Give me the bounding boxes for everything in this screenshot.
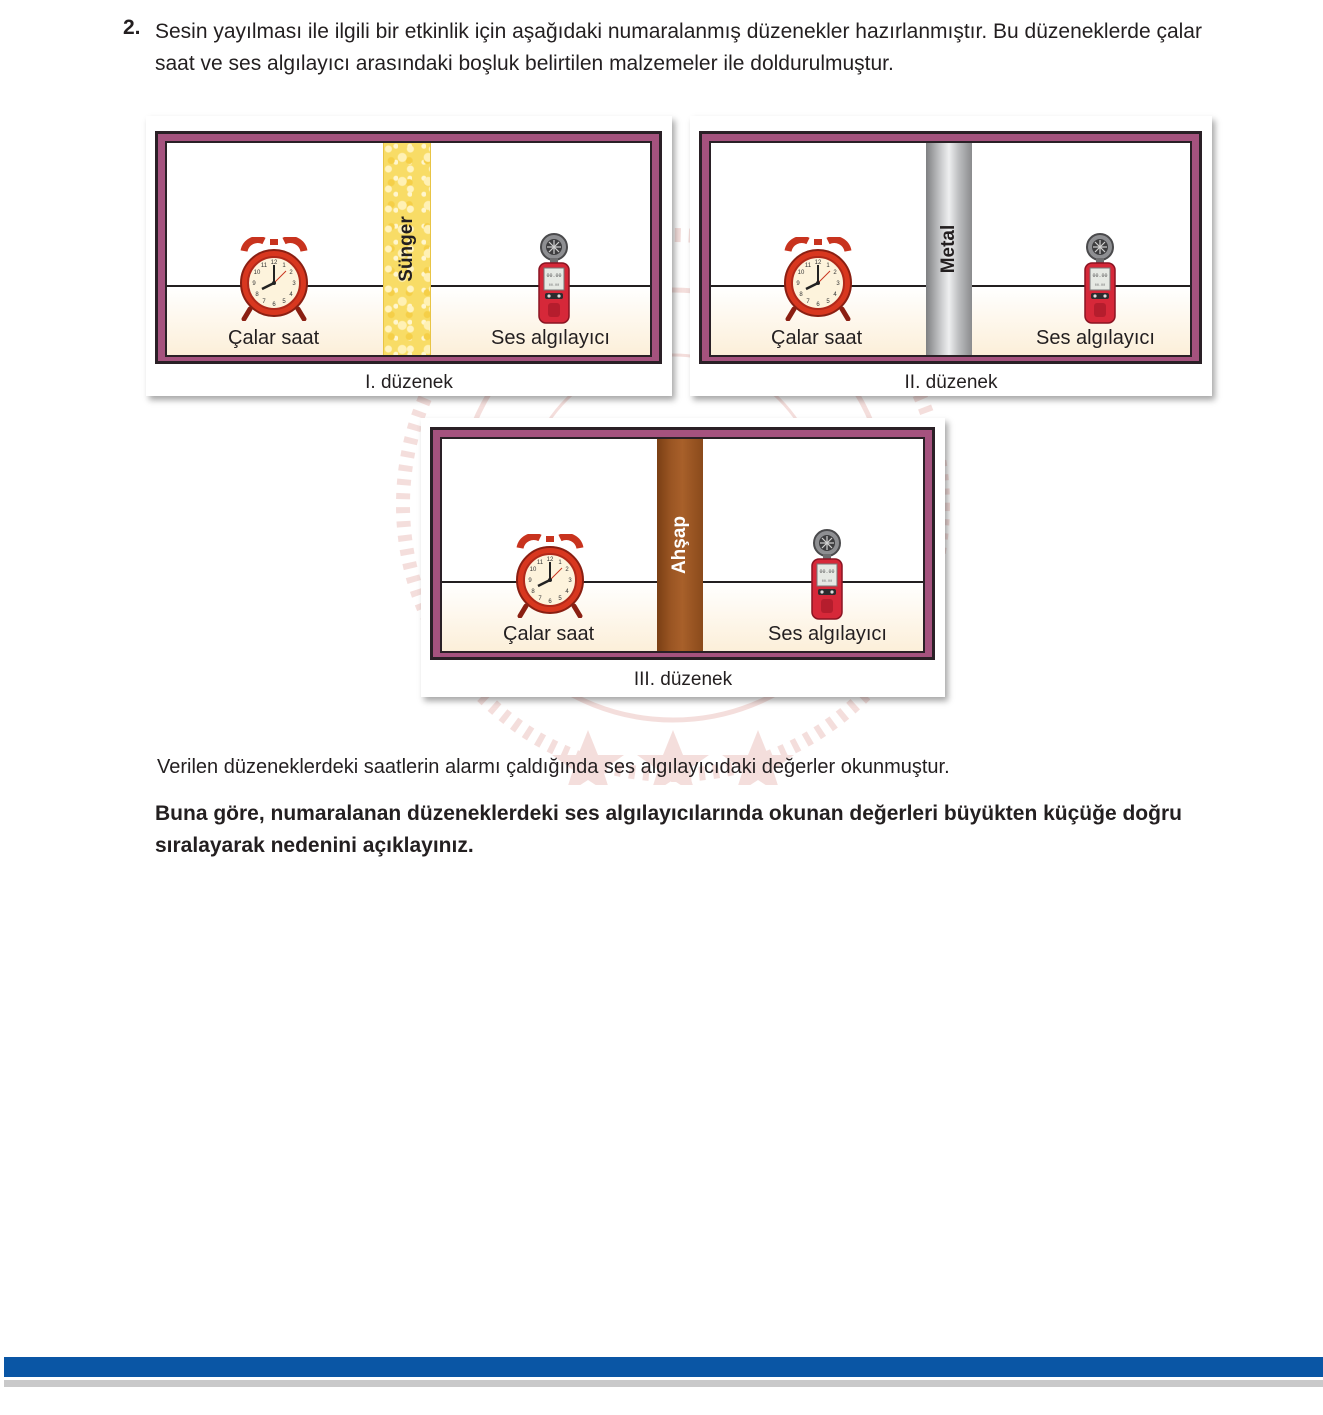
footer-bar xyxy=(4,1357,1323,1377)
setup-frame xyxy=(430,427,935,660)
sound-meter-icon xyxy=(534,233,574,325)
material-wood xyxy=(657,439,703,651)
material-metal xyxy=(926,143,972,355)
alarm-clock-icon xyxy=(514,534,586,618)
sensor-label: Ses algılayıcı xyxy=(491,327,610,349)
material-label: Ahşap xyxy=(669,515,690,575)
setup-frame xyxy=(699,131,1202,364)
question-text: Sesin yayılması ile ilgili bir etkinlik için aşağıdaki numaralanmış düzenekler hazırlanmıştır. Bu düzeneklerde çalar saat ve ses algılayıcı arasındaki boşluk belirtilen malzemeler ile doldurulmuştur. xyxy=(155,20,1202,75)
setup-caption: III. düzenek xyxy=(633,669,733,690)
setup-panel-1 xyxy=(146,116,672,396)
alarm-clock-icon xyxy=(782,237,854,321)
setup-caption: II. düzenek xyxy=(904,372,998,393)
clock-label: Çalar saat xyxy=(771,327,863,349)
setup-box xyxy=(440,437,925,653)
footer-rule xyxy=(4,1380,1323,1387)
setup-caption: I. düzenek xyxy=(365,372,453,393)
setup-frame xyxy=(155,131,662,364)
sound-meter-icon xyxy=(807,529,847,621)
alarm-clock-icon xyxy=(238,237,310,321)
material-sponge xyxy=(383,143,431,355)
clock-label: Çalar saat xyxy=(228,327,320,349)
clock-label: Çalar saat xyxy=(503,623,595,645)
sensor-label: Ses algılayıcı xyxy=(768,623,887,645)
body-text: Verilen düzeneklerdeki saatlerin alarmı çaldığında ses algılayıcıdaki değerler okunmuştur. xyxy=(157,756,950,778)
question-number: 2. xyxy=(123,16,141,39)
sensor-label: Ses algılayıcı xyxy=(1036,327,1155,349)
setup-box xyxy=(709,141,1192,357)
material-label: Sünger xyxy=(396,216,417,282)
setup-panel-3 xyxy=(421,418,945,697)
setup-panel-2 xyxy=(690,116,1212,396)
setup-box xyxy=(165,141,652,357)
instruction-text: Buna göre, numaralanan düzeneklerdeki ses algılayıcılarında okunan değerleri büyükten küçüğe doğru sıralayarak nedenini açıklayınız. xyxy=(155,802,1182,857)
material-label: Metal xyxy=(938,224,959,274)
sound-meter-icon xyxy=(1080,233,1120,325)
